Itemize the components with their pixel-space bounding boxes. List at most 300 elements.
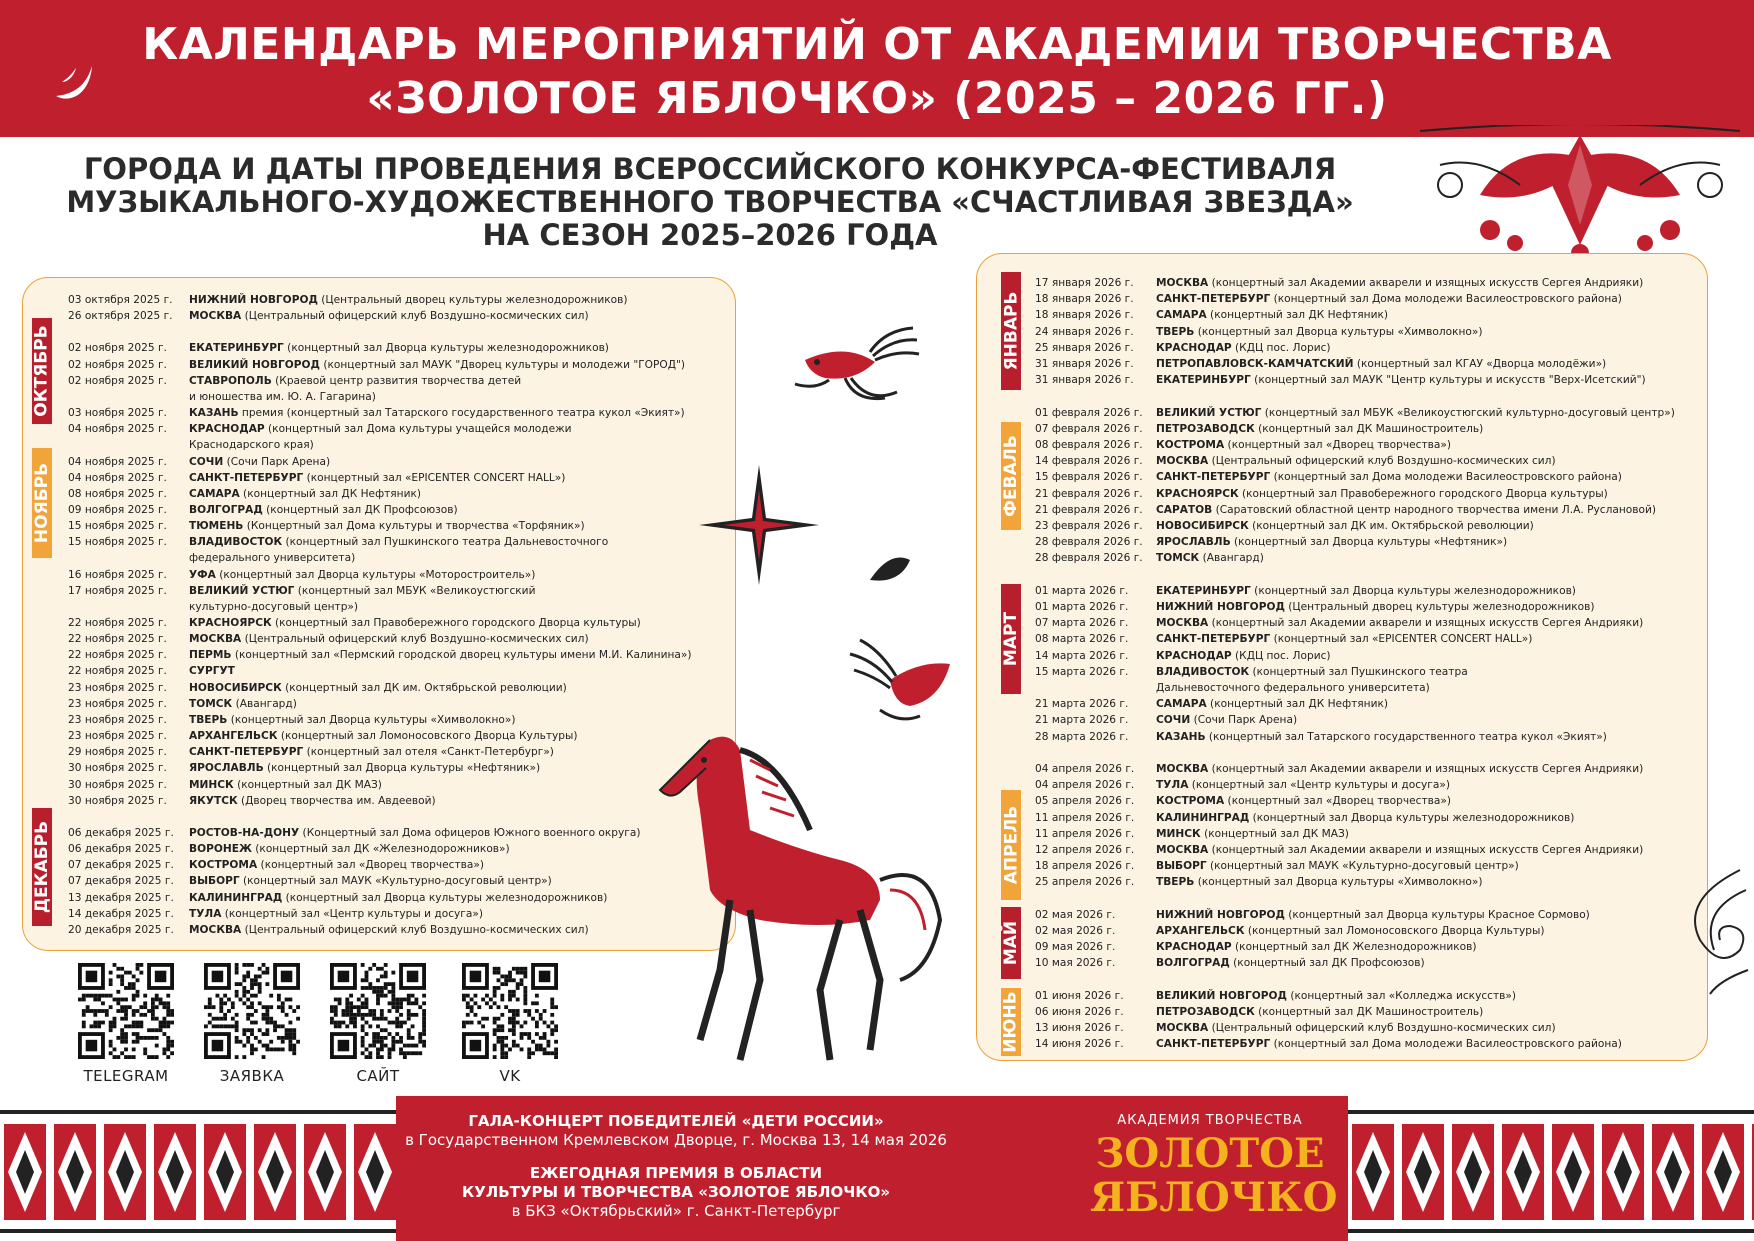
- month-label-december: ДЕКАБРЬ: [32, 808, 52, 926]
- event-city: НИЖНИЙ НОВГОРОД: [1156, 908, 1285, 921]
- event-venue: (Сочи Парк Арена): [223, 455, 331, 468]
- event-venue: (концертный зал Правобережного городского Дворца культуры): [1238, 487, 1608, 500]
- prize-line-1: ЕЖЕГОДНАЯ ПРЕМИЯ В ОБЛАСТИ: [529, 1164, 823, 1182]
- event-venue: (концертный зал МБУК «Великоустюгский: [294, 584, 536, 597]
- event-city: ВЛАДИВОСТОК: [189, 536, 283, 549]
- event-details: [189, 907, 483, 921]
- event-date: 08 февраля 2026 г.: [1035, 439, 1143, 451]
- event-date: 17 января 2026 г.: [1035, 277, 1134, 289]
- event-date: 07 февраля 2026 г.: [1035, 422, 1143, 435]
- event-details: [1156, 681, 1430, 695]
- event-city: САНКТ-ПЕТЕРБУРГ: [1156, 633, 1271, 646]
- month-label-november: НОЯБРЬ: [32, 448, 52, 558]
- event-details: [1156, 665, 1468, 679]
- event-details: [1156, 924, 1545, 938]
- event-details: [189, 794, 436, 808]
- event-date: 09 мая 2026 г.: [1035, 941, 1116, 954]
- event-details: [189, 891, 607, 905]
- event-venue: (концертный зал МАУК "Дворец культуры и молодежи "ГОРОД"): [319, 358, 686, 371]
- event-venue: (концертный зал ДК Профсоюзов): [1229, 957, 1425, 970]
- event-date: 14 февраля 2026 г.: [1035, 455, 1143, 468]
- event-venue: (концертный зал Дворца культуры железнодорожников): [283, 342, 609, 355]
- event-date: 23 ноября 2025 г.: [68, 730, 167, 743]
- event-details: [189, 842, 510, 856]
- event-venue: (концертный зал Дворца культуры Красное Сормово): [1284, 908, 1590, 921]
- event-city: МОСКВА: [1156, 1022, 1209, 1035]
- event-date: 23 февраля 2026 г.: [1035, 520, 1143, 532]
- event-venue: (концертный зал «Колледжа искусств»): [1286, 989, 1517, 1002]
- event-city: ВЕЛИКИЙ УСТЮГ: [189, 584, 295, 597]
- event-date: 11 апреля 2026 г.: [1035, 811, 1135, 824]
- event-venue: (концертный зал Дворца культуры железнодорожников): [1250, 584, 1576, 597]
- event-venue: (Концертный зал Дома культуры и творчества «Торфяник»): [243, 520, 585, 533]
- event-city: ТОМСК: [1156, 552, 1200, 565]
- event-venue: (концертный зал Дворца культуры «Химволокно»): [227, 713, 516, 726]
- event-venue: (концертный зал Ломоносовского Дворца Культуры): [277, 730, 578, 743]
- event-details: [1156, 357, 1606, 371]
- event-city: МИНСК: [1156, 827, 1201, 840]
- event-city: ПЕТРОЗАВОДСК: [1156, 1006, 1255, 1018]
- event-details: [189, 487, 421, 501]
- event-venue: (КДЦ пос. Лорис): [1231, 341, 1331, 354]
- brand-logo-line-2: ЯБЛОЧКО: [1090, 1174, 1338, 1221]
- event-details: [1156, 778, 1450, 792]
- event-venue: (концертный зал МБУК «Великоустюгский культурно-досуговый центр»): [1261, 406, 1675, 419]
- event-venue: (концертный зал Академии акварели и изящных искусств Сергея Андрияки): [1208, 617, 1644, 630]
- event-city: ВЫБОРГ: [1156, 860, 1207, 873]
- event-venue: (концертный зал Академии акварели и изящных искусств Сергея Андрияки): [1208, 844, 1644, 856]
- event-venue: (Центральный дворец культуры железнодорожников): [1284, 601, 1595, 613]
- event-details: [189, 358, 685, 372]
- month-label-april: АПРЕЛЬ: [1001, 790, 1021, 900]
- event-venue: (концертный зал ДК Железнодорожников): [1231, 941, 1477, 954]
- event-details: [1156, 859, 1519, 873]
- event-venue: (концертный зал «Дворец творчества»): [257, 859, 484, 872]
- event-details: [1156, 843, 1643, 857]
- event-venue: премия (концертный зал Татарского государственного театра кукол «Экият»): [238, 407, 685, 420]
- event-venue: (концертный зал Дворца культуры железнодорожников): [1249, 811, 1575, 824]
- event-date: 15 ноября 2025 г.: [68, 520, 167, 533]
- event-details: [189, 503, 458, 517]
- event-details: [189, 535, 608, 549]
- event-venue: (концертный зал ДК Профсоюзов): [262, 503, 458, 516]
- event-city: СУРГУТ: [189, 665, 235, 678]
- event-venue: (концертный зал Академии акварели и изящных искусств Сергея Андрияки): [1208, 277, 1644, 289]
- event-venue: (Саратовский областной центр народного творчества имени Л.А. Руслановой): [1212, 503, 1657, 516]
- event-venue: (Центральный офицерский клуб Воздушно-космических сил): [1208, 455, 1556, 468]
- event-city: ВОЛГОГРАД: [189, 503, 263, 516]
- qr-code-telegram[interactable]: [78, 963, 174, 1059]
- folk-horse-icon: [640, 720, 970, 1100]
- event-venue: (концертный зал «Пермский городской дворец культуры имени М.И. Калинина»): [231, 649, 692, 662]
- event-details: [1156, 503, 1656, 517]
- event-venue: (концертный зал Дворца культуры железнодорожников): [282, 891, 608, 904]
- event-date: 02 ноября 2025 г.: [68, 342, 167, 355]
- event-details: [189, 438, 314, 452]
- event-venue: (концертный зал МАУК «Культурно-досуговый центр»): [239, 875, 552, 888]
- event-venue: культурно-досуговый центр»): [189, 600, 359, 613]
- event-venue: (концертный зал Дома молодежи Василеостровского района): [1270, 293, 1622, 306]
- event-date: 28 февраля 2026 г.: [1035, 552, 1143, 565]
- event-venue: (концертный зал ДК Машиностроитель): [1254, 1006, 1484, 1018]
- event-city: САНКТ-ПЕТЕРБУРГ: [189, 746, 304, 759]
- event-details: [189, 568, 535, 582]
- event-venue: (концертный зал Дома молодежи Василеостровского района): [1270, 471, 1622, 484]
- event-date: 06 июня 2026 г.: [1035, 1006, 1124, 1018]
- brand-logo-line-1: ЗОЛОТОЕ: [1095, 1130, 1325, 1177]
- event-city: САМАРА: [1156, 309, 1207, 322]
- event-city: КРАСНОДАР: [189, 423, 265, 436]
- event-date: 20 декабря 2025 г.: [68, 923, 174, 936]
- event-city: ЯКУТСК: [189, 794, 238, 807]
- event-date: 22 ноября 2025 г.: [68, 617, 167, 629]
- event-venue: (концертный зал Дворца культуры «Нефтяник»): [1230, 536, 1508, 549]
- event-city: АРХАНГЕЛЬСК: [189, 730, 278, 743]
- folk-star-icon: [694, 460, 824, 590]
- event-details: [1156, 1021, 1556, 1035]
- event-venue: (концертный зал ДК «Железнодорожников»): [251, 843, 510, 856]
- event-details: [1156, 292, 1622, 306]
- event-city: МОСКВА: [1156, 277, 1209, 289]
- event-date: 22 ноября 2025 г.: [68, 633, 167, 646]
- event-venue: (концертный зал отеля «Санкт-Петербург»): [303, 746, 554, 759]
- month-label-june: ИЮНЬ: [1001, 988, 1021, 1056]
- event-venue: федерального университета): [189, 552, 356, 565]
- event-venue: (Концертный зал Дома офицеров Южного военного округа): [299, 826, 641, 839]
- event-city: МОСКВА: [189, 633, 242, 646]
- event-city: КРАСНОДАР: [1156, 341, 1232, 354]
- event-venue: (концертный зал Дворца культуры «Моторостроитель»): [215, 568, 536, 581]
- event-city: КАЛИНИНГРАД: [189, 891, 283, 904]
- event-venue: (концертный зал ДК Нефтяник): [1206, 309, 1389, 322]
- event-date: 01 марта 2026 г.: [1035, 584, 1129, 597]
- event-date: 02 ноября 2025 г.: [68, 358, 167, 371]
- event-date: 03 ноября 2025 г.: [68, 407, 167, 420]
- event-venue: (концертный зал «EPICENTER CONCERT HALL»): [303, 471, 566, 484]
- event-details: [189, 648, 692, 662]
- event-city: МОСКВА: [1156, 617, 1209, 630]
- event-date: 25 января 2026 г.: [1035, 341, 1134, 354]
- event-date: 21 февраля 2026 г.: [1035, 487, 1143, 500]
- event-details: [189, 584, 535, 598]
- event-details: [1156, 308, 1388, 322]
- gala-info: [396, 1112, 956, 1221]
- event-details: [189, 923, 589, 937]
- event-details: [1156, 1037, 1622, 1051]
- event-date: 13 июня 2026 г.: [1035, 1022, 1124, 1035]
- event-venue: (концертный зал «Центр культуры и досуга»): [221, 907, 483, 920]
- event-venue: (концертный зал ДК Машиностроитель): [1254, 422, 1484, 435]
- event-details: [1156, 940, 1476, 954]
- event-venue: (концертный зал ДК Нефтяник): [1206, 698, 1389, 711]
- event-city: ТУЛА: [1156, 779, 1189, 792]
- event-date: 01 февраля 2026 г.: [1035, 406, 1143, 419]
- event-venue: (Центральный офицерский клуб Воздушно-космических сил): [241, 923, 589, 936]
- event-city: ТОМСК: [189, 697, 233, 710]
- event-date: 04 ноября 2025 г.: [68, 423, 167, 436]
- event-details: [189, 697, 297, 711]
- event-city: САНКТ-ПЕТЕРБУРГ: [1156, 293, 1271, 306]
- event-city: НИЖНИЙ НОВГОРОД: [189, 294, 318, 306]
- month-label-february: ФЕВАЛЬ: [1001, 422, 1021, 530]
- event-date: 23 ноября 2025 г.: [68, 681, 167, 694]
- event-city: ВЫБОРГ: [189, 875, 240, 888]
- event-details: [189, 471, 565, 485]
- event-details: [1156, 730, 1607, 744]
- event-details: [189, 778, 382, 792]
- event-venue: (Центральный офицерский клуб Воздушно-космических сил): [241, 310, 589, 323]
- event-details: [1156, 697, 1388, 711]
- event-venue: и юношества им. Ю. А. Гагарина): [189, 390, 376, 403]
- event-details: [189, 406, 685, 420]
- event-city: УФА: [189, 568, 216, 581]
- event-city: ПЕТРОЗАВОДСК: [1156, 422, 1255, 435]
- event-city: ЕКАТЕРИНБУРГ: [189, 342, 284, 355]
- event-details: [189, 729, 578, 743]
- event-city: МОСКВА: [1156, 763, 1209, 775]
- event-details: [1156, 535, 1507, 549]
- event-date: 16 ноября 2025 г.: [68, 568, 167, 581]
- event-venue: (концертный зал ДК МАЗ): [233, 778, 382, 791]
- event-details: [1156, 713, 1297, 727]
- event-city: СОЧИ: [1156, 714, 1191, 727]
- event-city: ВЛАДИВОСТОК: [1156, 665, 1250, 678]
- brand-caption: АКАДЕМИЯ ТВОРЧЕСТВА: [1117, 1113, 1303, 1128]
- event-date: 12 апреля 2026 г.: [1035, 844, 1135, 856]
- event-city: АРХАНГЕЛЬСК: [1156, 925, 1245, 937]
- event-venue: (концертный зал Правобережного городского Дворца культуры): [271, 617, 641, 629]
- qr-code-сайт[interactable]: [330, 963, 426, 1059]
- event-date: 24 января 2026 г.: [1035, 325, 1134, 338]
- event-details: [1156, 989, 1516, 1003]
- event-date: 21 февраля 2026 г.: [1035, 503, 1143, 516]
- prize-place: в БКЗ «Октябрьский» г. Санкт-Петербург: [511, 1202, 841, 1220]
- event-date: 31 января 2026 г.: [1035, 374, 1134, 387]
- event-city: САМАРА: [189, 487, 240, 500]
- gala-title: ГАЛА-КОНЦЕРТ ПОБЕДИТЕЛЕЙ «ДЕТИ РОССИИ»: [468, 1112, 884, 1130]
- event-venue: (концертный зал ДК им. Октябрьской революции): [1248, 520, 1534, 532]
- event-details: [1156, 373, 1646, 387]
- event-venue: (концертный зал Татарского государственного театра кукол «Экият»): [1205, 730, 1607, 743]
- event-details: [1156, 470, 1622, 484]
- event-date: 04 апреля 2026 г.: [1035, 763, 1135, 775]
- event-details: [189, 745, 554, 759]
- event-venue: (Сочи Парк Арена): [1190, 714, 1298, 727]
- event-details: [189, 293, 627, 307]
- folk-bird-2-icon: [840, 620, 960, 730]
- event-city: МОСКВА: [189, 923, 242, 936]
- qr-code-заявка[interactable]: [204, 963, 300, 1059]
- event-date: 13 декабря 2025 г.: [68, 891, 174, 904]
- event-details: [189, 664, 235, 678]
- event-details: [189, 681, 567, 695]
- event-city: ВЕЛИКИЙ НОВГОРОД: [189, 358, 320, 371]
- event-venue: (концертный зал Дворца культуры «Нефтяник»): [263, 762, 541, 775]
- event-details: [1156, 325, 1483, 339]
- event-venue: (концертный зал Дома культуры учащейся молодежи: [264, 423, 572, 436]
- event-venue: (концертный зал «Дворец творчества»): [1224, 439, 1451, 451]
- event-details: [1156, 422, 1483, 436]
- event-city: ТВЕРЬ: [1156, 876, 1195, 889]
- event-details: [189, 713, 516, 727]
- event-details: [1156, 875, 1483, 889]
- event-city: МОСКВА: [1156, 455, 1209, 468]
- month-label-january: ЯНВАРЬ: [1001, 272, 1021, 390]
- event-details: [1156, 956, 1425, 970]
- ornament-strip-right: [1348, 1102, 1754, 1241]
- event-city: ВОЛГОГРАД: [1156, 957, 1230, 970]
- event-city: МИНСК: [189, 778, 234, 791]
- event-date: 08 ноября 2025 г.: [68, 487, 167, 500]
- event-date: 26 октября 2025 г.: [68, 310, 173, 323]
- event-details: [1156, 632, 1532, 646]
- event-venue: (концертный зал Дома молодежи Василеостровского района): [1270, 1038, 1622, 1051]
- event-venue: (Дворец творчества им. Авдеевой): [237, 794, 436, 807]
- event-date: 14 марта 2026 г.: [1035, 649, 1129, 662]
- event-details: [189, 632, 589, 646]
- qr-label-telegram: TELEGRAM: [83, 1067, 169, 1085]
- event-city: КАЗАНЬ: [189, 407, 239, 420]
- event-details: [1156, 649, 1331, 663]
- folk-bird-icon: [785, 322, 925, 412]
- event-venue: (концертный зал МАУК «Культурно-досуговый центр»): [1206, 860, 1519, 873]
- event-date: 07 марта 2026 г.: [1035, 617, 1129, 630]
- event-details: [1156, 551, 1264, 565]
- event-details: [1156, 908, 1590, 922]
- event-date: 02 мая 2026 г.: [1035, 925, 1116, 937]
- event-venue: (концертный зал Пушкинского театра Дальневосточного: [282, 536, 609, 549]
- event-city: НОВОСИБИРСК: [1156, 520, 1249, 532]
- qr-label-сайт: САЙТ: [356, 1067, 400, 1085]
- event-date: 17 ноября 2025 г.: [68, 584, 167, 597]
- event-date: 04 апреля 2026 г.: [1035, 779, 1135, 792]
- event-details: [1156, 519, 1534, 533]
- event-date: 18 января 2026 г.: [1035, 309, 1134, 322]
- event-date: 15 февраля 2026 г.: [1035, 471, 1143, 484]
- subtitle-line-1: ГОРОДА И ДАТЫ ПРОВЕДЕНИЯ ВСЕРОССИЙСКОГО КОНКУРСА-ФЕСТИВАЛЯ: [83, 152, 1337, 186]
- event-date: 06 декабря 2025 г.: [68, 843, 174, 856]
- page-title: [120, 18, 1634, 126]
- month-label-october: ОКТЯБРЬ: [32, 318, 52, 424]
- qr-code-vk[interactable]: [462, 963, 558, 1059]
- event-details: [189, 519, 585, 533]
- event-city: КРАСНОЯРСК: [189, 617, 272, 629]
- event-date: 21 марта 2026 г.: [1035, 714, 1129, 727]
- event-city: КРАСНОДАР: [1156, 649, 1232, 662]
- event-details: [1156, 600, 1594, 614]
- event-date: 02 мая 2026 г.: [1035, 908, 1116, 921]
- ornament-strip-left: [0, 1102, 396, 1241]
- event-date: 30 ноября 2025 г.: [68, 762, 167, 775]
- event-venue: (концертный зал ДК Нефтяник): [239, 487, 422, 500]
- event-city: ЕКАТЕРИНБУРГ: [1156, 584, 1251, 597]
- qr-label-заявка: ЗАЯВКА: [219, 1067, 285, 1085]
- event-details: [1156, 584, 1576, 598]
- event-date: 29 ноября 2025 г.: [68, 746, 167, 759]
- event-date: 05 апреля 2026 г.: [1035, 795, 1135, 808]
- event-date: 15 марта 2026 г.: [1035, 665, 1129, 678]
- event-date: 21 марта 2026 г.: [1035, 698, 1129, 711]
- event-city: КАЛИНИНГРАД: [1156, 811, 1250, 824]
- event-details: [1156, 1005, 1483, 1019]
- event-venue: (концертный зал МАУК "Центр культуры и искусств "Верх-Исетский"): [1250, 374, 1646, 387]
- event-details: [1156, 454, 1556, 468]
- event-city: СОЧИ: [189, 455, 224, 468]
- event-date: 04 ноября 2025 г.: [68, 455, 167, 468]
- event-details: [1156, 276, 1643, 290]
- event-city: САМАРА: [1156, 698, 1207, 711]
- event-date: 07 декабря 2025 г.: [68, 875, 174, 888]
- event-venue: Краснодарского края): [189, 439, 314, 452]
- event-date: 18 января 2026 г.: [1035, 293, 1134, 306]
- event-date: 02 ноября 2025 г.: [68, 374, 167, 387]
- event-details: [1156, 811, 1574, 825]
- event-details: [189, 616, 641, 630]
- event-venue: Дальневосточного федерального университета): [1156, 682, 1430, 694]
- month-label-march: МАРТ: [1001, 584, 1021, 694]
- event-date: 23 ноября 2025 г.: [68, 713, 167, 726]
- event-city: САНКТ-ПЕТЕРБУРГ: [1156, 1038, 1271, 1051]
- event-city: ПЕРМЬ: [189, 649, 232, 662]
- event-details: [189, 551, 355, 565]
- event-details: [1156, 762, 1643, 776]
- swoosh-logo-icon: [52, 60, 96, 106]
- event-city: ЯРОСЛАВЛЬ: [189, 762, 264, 775]
- event-city: ВОРОНЕЖ: [189, 843, 252, 856]
- event-venue: (концертный зал ДК им. Октябрьской революции): [281, 681, 567, 694]
- event-city: ТЮМЕНЬ: [189, 520, 244, 533]
- event-date: 28 февраля 2026 г.: [1035, 536, 1143, 549]
- event-details: [189, 761, 540, 775]
- event-details: [189, 600, 358, 614]
- event-date: 01 июня 2026 г.: [1035, 989, 1124, 1002]
- month-label-may: МАЙ: [1001, 907, 1021, 979]
- event-date: 31 января 2026 г.: [1035, 358, 1134, 370]
- event-date: 07 декабря 2025 г.: [68, 859, 174, 872]
- floral-ornament-icon: [1420, 125, 1740, 265]
- title-line-1: КАЛЕНДАРЬ МЕРОПРИЯТИЙ ОТ АКАДЕМИИ ТВОРЧЕСТВА: [142, 19, 1612, 70]
- event-details: [189, 309, 589, 323]
- event-city: КОСТРОМА: [1156, 795, 1225, 808]
- event-venue: (КДЦ пос. Лорис): [1231, 649, 1331, 662]
- event-city: НИЖНИЙ НОВГОРОД: [1156, 601, 1285, 613]
- event-venue: (концертный зал КГАУ «Дворца молодёжи»): [1353, 358, 1607, 370]
- qr-label-vk: VK: [499, 1067, 521, 1085]
- event-city: КАЗАНЬ: [1156, 730, 1206, 743]
- event-details: [1156, 406, 1675, 420]
- event-city: НОВОСИБИРСК: [189, 681, 282, 694]
- event-details: [189, 874, 552, 888]
- event-venue: (концертный зал Академии акварели и изящных искусств Сергея Андрияки): [1208, 763, 1644, 775]
- event-date: 18 апреля 2026 г.: [1035, 860, 1135, 873]
- event-date: 08 марта 2026 г.: [1035, 633, 1129, 646]
- event-city: МОСКВА: [189, 310, 242, 323]
- event-venue: (концертный зал «Дворец творчества»): [1224, 795, 1451, 808]
- event-details: [189, 374, 521, 388]
- event-details: [1156, 616, 1643, 630]
- event-details: [189, 455, 330, 469]
- event-city: МОСКВА: [1156, 844, 1209, 856]
- event-date: 30 ноября 2025 г.: [68, 794, 167, 807]
- event-city: ВЕЛИКИЙ НОВГОРОД: [1156, 989, 1287, 1002]
- event-city: КРАСНОДАР: [1156, 941, 1232, 954]
- event-city: КРАСНОЯРСК: [1156, 487, 1239, 500]
- event-city: ТВЕРЬ: [189, 713, 228, 726]
- prize-line-2: КУЛЬТУРЫ И ТВОРЧЕСТВА «ЗОЛОТОЕ ЯБЛОЧКО»: [461, 1183, 891, 1201]
- event-city: РОСТОВ-НА-ДОНУ: [189, 826, 300, 839]
- event-venue: (концертный зал Ломоносовского Дворца Культуры): [1244, 925, 1545, 937]
- gala-place: в Государственном Кремлевском Дворце, г. Москва 13, 14 мая 2026: [405, 1131, 947, 1149]
